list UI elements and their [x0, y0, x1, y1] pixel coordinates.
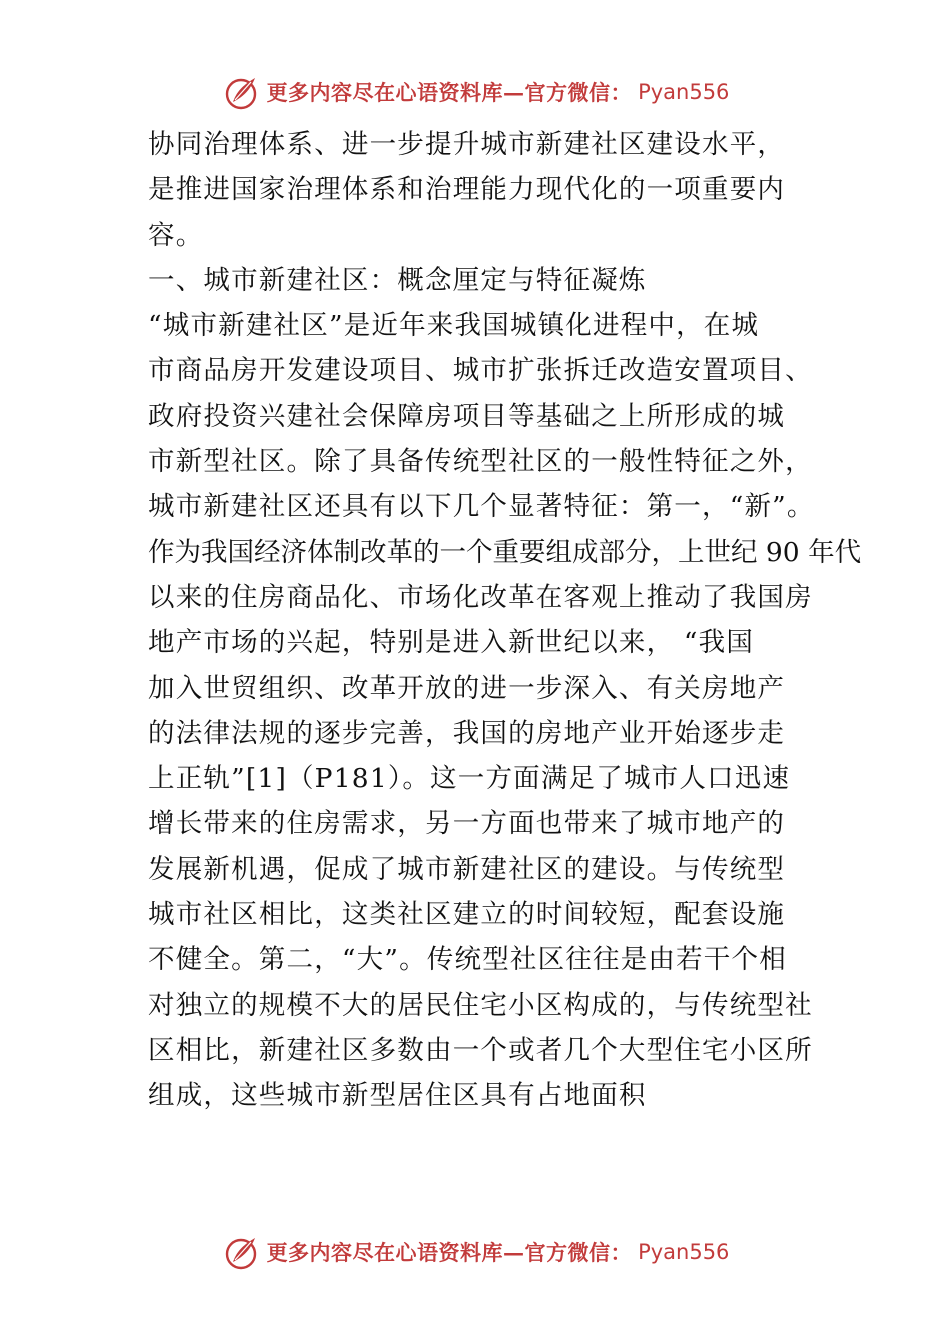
body-line: 城市社区相比，这类社区建立的时间较短，配套设施	[148, 899, 786, 931]
body-line: 作为我国经济体制改革的一个重要组成部分，上世纪 90 年代	[148, 536, 862, 568]
body-line: 的法律法规的逐步完善，我国的房地产业开始逐步走	[148, 717, 786, 749]
body-line: 以来的住房商品化、市场化改革在客观上推动了我国房	[148, 581, 813, 613]
body-line: 加入世贸组织、改革开放的进一步深入、有关房地产	[148, 672, 786, 704]
body-line: 城市新建社区还具有以下几个显著特征：第一，“新”。	[148, 491, 815, 523]
body-line: 市新型社区。除了具备传统型社区的一般性特征之外，	[148, 446, 813, 478]
body-line: 发展新机遇，促成了城市新建社区的建设。与传统型	[148, 853, 786, 885]
body-line: 协同治理体系、进一步提升城市新建社区建设水平，	[148, 129, 786, 160]
body-line: 政府投资兴建社会保障房项目等基础之上所形成的城	[148, 400, 786, 432]
body-line: 区相比，新建社区多数由一个或者几个大型住宅小区所	[148, 1034, 813, 1066]
document-body	[148, 122, 862, 1119]
body-line: 市商品房开发建设项目、城市扩张拆迁改造安置项目、	[148, 355, 813, 387]
body-line: 上正轨”[1]（P181）。这一方面满足了城市人口迅速	[148, 763, 791, 795]
body-line: 不健全。第二，“大”。传统型社区往往是由若干个相	[148, 944, 787, 976]
footer-watermark	[0, 1230, 950, 1274]
section-heading: 一、城市新建社区：概念厘定与特征凝炼	[148, 264, 647, 296]
body-line: 地产市场的兴起，特别是进入新世纪以来， “我国	[148, 627, 755, 659]
header-watermark	[0, 70, 950, 114]
body-line: 对独立的规模不大的居民住宅小区构成的，与传统型社	[148, 989, 813, 1021]
body-line: 增长带来的住房需求，另一方面也带来了城市地产的	[148, 808, 786, 840]
leaf-logo-icon	[221, 72, 261, 112]
body-line: 是推进国家治理体系和治理能力现代化的一项重要内	[148, 174, 786, 206]
watermark-wechat-id: Pyan556	[638, 80, 730, 104]
body-line: “城市新建社区”是近年来我国城镇化进程中，在城	[148, 310, 760, 342]
body-line: 组成，这些城市新型居住区具有占地面积	[148, 1080, 647, 1112]
watermark-wechat-id: Pyan556	[638, 1240, 730, 1264]
watermark-text: 更多内容尽在心语资料库—官方微信：	[266, 1240, 633, 1265]
body-line: 容。	[148, 219, 204, 251]
watermark-text: 更多内容尽在心语资料库—官方微信：	[266, 80, 633, 105]
leaf-logo-icon	[221, 1232, 261, 1272]
